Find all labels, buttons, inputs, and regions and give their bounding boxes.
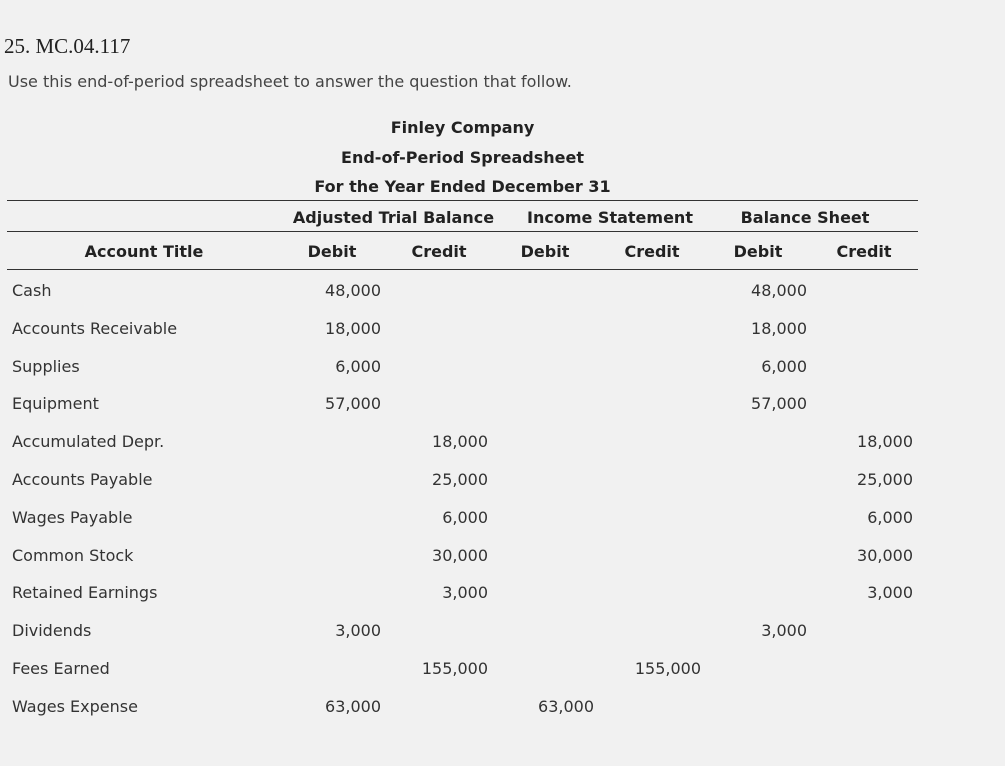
table-row: [0, 357, 925, 395]
account-title: Fees Earned: [12, 659, 110, 678]
atb-debit-value: 3,000: [335, 621, 381, 640]
table-row: [0, 432, 925, 470]
account-title: Wages Expense: [12, 697, 138, 716]
account-title: Cash: [12, 281, 52, 300]
atb-debit-value: 48,000: [325, 281, 381, 300]
atb-credit-value: 3,000: [442, 583, 488, 602]
atb-credit-value: 30,000: [432, 546, 488, 565]
table-row: [0, 470, 925, 508]
company-name: Finley Company: [390, 118, 535, 137]
col-header-is-debit: Debit: [520, 242, 570, 261]
col-header-atb-debit: Debit: [307, 242, 357, 261]
group-adjusted-trial-balance: Adjusted Trial Balance: [292, 208, 495, 227]
question-instruction: Use this end-of-period spreadsheet to answer the question that follow.: [8, 72, 572, 91]
table-row: [0, 659, 925, 697]
bs-credit-value: 25,000: [857, 470, 913, 489]
account-title: Accounts Payable: [12, 470, 153, 489]
atb-credit-value: 6,000: [442, 508, 488, 527]
table-row: [0, 319, 925, 357]
atb-credit-value: 155,000: [421, 659, 488, 678]
atb-credit-value: 18,000: [432, 432, 488, 451]
bs-credit-value: 3,000: [867, 583, 913, 602]
atb-debit-value: 6,000: [335, 357, 381, 376]
bs-credit-value: 30,000: [857, 546, 913, 565]
col-header-account-title: Account Title: [84, 242, 204, 261]
table-row: [0, 546, 925, 584]
bs-debit-value: 57,000: [751, 394, 807, 413]
account-title: Dividends: [12, 621, 92, 640]
group-rule: [7, 231, 918, 232]
table-row: [0, 621, 925, 659]
col-header-bs-debit: Debit: [733, 242, 783, 261]
group-income-statement: Income Statement: [527, 208, 693, 227]
top-rule: [7, 200, 918, 201]
spreadsheet-title: End-of-Period Spreadsheet: [341, 148, 584, 167]
atb-credit-value: 25,000: [432, 470, 488, 489]
group-balance-sheet: Balance Sheet: [740, 208, 870, 227]
is-credit-value: 155,000: [634, 659, 701, 678]
atb-debit-value: 18,000: [325, 319, 381, 338]
col-header-bs-credit: Credit: [836, 242, 892, 261]
account-title: Retained Earnings: [12, 583, 158, 602]
period-heading: For the Year Ended December 31: [314, 177, 611, 196]
account-title: Common Stock: [12, 546, 134, 565]
bs-debit-value: 18,000: [751, 319, 807, 338]
atb-debit-value: 57,000: [325, 394, 381, 413]
bs-debit-value: 6,000: [761, 357, 807, 376]
table-row: [0, 508, 925, 546]
account-title: Supplies: [12, 357, 80, 376]
col-header-atb-credit: Credit: [411, 242, 467, 261]
account-title: Wages Payable: [12, 508, 133, 527]
bs-debit-value: 48,000: [751, 281, 807, 300]
account-title: Accumulated Depr.: [12, 432, 165, 451]
question-number: 25. MC.04.117: [4, 34, 131, 58]
table-row: [0, 394, 925, 432]
col-header-is-credit: Credit: [624, 242, 680, 261]
table-row: [0, 281, 925, 319]
table-row: [0, 697, 925, 735]
account-title: Equipment: [12, 394, 99, 413]
bs-credit-value: 6,000: [867, 508, 913, 527]
bs-credit-value: 18,000: [857, 432, 913, 451]
is-debit-value: 63,000: [538, 697, 594, 716]
header-rule: [7, 269, 918, 270]
table-row: [0, 583, 925, 621]
account-title: Accounts Receivable: [12, 319, 178, 338]
atb-debit-value: 63,000: [325, 697, 381, 716]
bs-debit-value: 3,000: [761, 621, 807, 640]
